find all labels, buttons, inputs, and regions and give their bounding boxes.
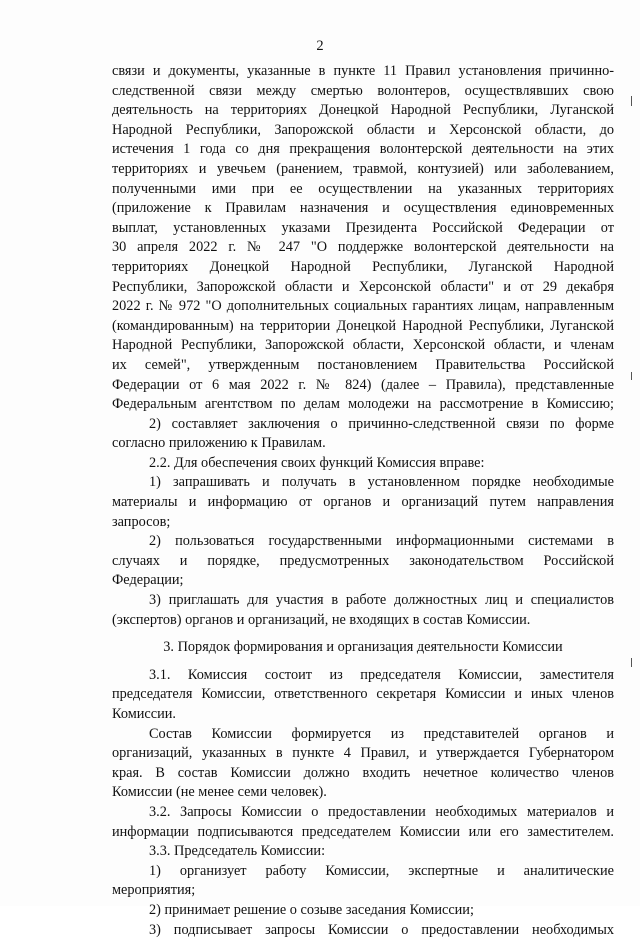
text-line: территориях и увечьем (ранением, травмой, контузией) или заболеванием, [112,160,614,177]
text-line: согласно приложению к Правилам. [112,435,326,452]
scan-artifact-mark [631,658,632,667]
text-line: председателя Комиссии, ответственного секретаря Комиссии и иных членов [112,686,614,703]
scan-artifact-mark [631,96,632,106]
text-line: Федеральным агентством по делам молодежи на рассмотрение в Комиссию; [112,396,614,413]
text-line: 1) организует работу Комиссии, экспертные и аналитические [149,862,614,879]
text-line: 3) подписывает запросы Комиссии о предоставлении необходимых [149,921,614,938]
text-line: (приложение к Правилам назначения и осуществления единовременных [112,200,614,217]
text-line: организаций, указанных в пункте 4 Правил, и утверждается Губернатором [112,745,614,762]
text-line: 30 апреля 2022 г. № 247 "О поддержке волонтерской деятельности на [112,239,614,256]
text-line: (командированным) на территории Донецкой Народной Республики, Луганской [112,317,614,334]
scan-artifact-mark [631,372,632,380]
text-line: следственной связи между смертью волонтеров, осуществлявших свою [112,82,614,99]
text-line: Народной Республики, Запорожской области и Херсонской области, до [112,121,614,138]
paragraph-gap [112,630,614,638]
text-line: Народной Республики, Запорожской области, Херсонской области, и членам [112,337,614,354]
text-line: материалы и информацию от органов и организаций путем направления [112,494,614,511]
text-line: Состав Комиссии формируется из представителей органов и [149,725,614,742]
text-line: связи и документы, указанные в пункте 11 Правил установления причинно- [112,63,614,79]
text-line: случаях и порядке, предусмотренных законодательством Российской [112,552,614,569]
text-line: истечения 1 года со дня прекращения волонтерской деятельности на этих [112,141,614,158]
text-line: Федерации; [112,572,184,589]
page-number: 2 [316,38,324,54]
text-line: деятельность на территориях Донецкой Народной Республики, Луганской [112,102,614,119]
text-line: (экспертов) органов и организаций, не входящих в состав Комиссии. [112,611,531,628]
text-line: мероприятия; [112,882,196,899]
text-line: края. В состав Комиссии должно входить нечетное количество членов [112,764,614,781]
text-line: полученными ими при ее осуществлении на указанных территориях [112,180,614,197]
text-line: территориях Донецкой Народной Республики, Луганской Народной [112,258,614,275]
section-heading: 3. Порядок формирования и организация деятельности Комиссии [163,639,563,656]
text-line: Комиссии. [112,706,176,722]
text-line: Комиссии (не менее семи человек). [112,784,327,801]
text-line: их семей", утвержденным постановлением Правительства Российской [112,356,614,373]
text-line: Федерации от 6 мая 2022 г. № 824) (далее – Правила), представленные [112,376,614,393]
text-line: 3.3. Председатель Комиссии: [149,843,326,860]
text-line: 2022 г. № 972 "О дополнительных социальных гарантиях лицам, направленным [112,298,614,315]
document-body [112,62,614,940]
text-line: информации подписываются председателем Комиссии или его заместителем. [112,823,614,840]
text-line: 3.2. Запросы Комиссии о предоставлении необходимых материалов и [149,803,614,820]
text-line: запросов; [112,513,171,530]
text-line: 1) запрашивать и получать в установленном порядке необходимые [149,474,614,491]
text-line: 3) приглашать для участия в работе должностных лиц и специалистов [149,592,614,609]
text-line: 2) составляет заключения о причинно-следственной связи по форме [149,415,614,432]
text-line: 2) принимает решение о созыве заседания Комиссии; [149,901,474,918]
paragraph-gap [112,658,614,666]
text-line: выплат, установленных указами Президента Российской Федерации от [112,219,614,236]
text-line: 3.1. Комиссия состоит из председателя Комиссии, заместителя [149,666,614,683]
text-line: 2) пользоваться государственными информационными системами в [149,533,614,550]
text-line: Республики, Запорожской области и Херсонской области" и от 29 декабря [112,278,614,295]
text-line: 2.2. Для обеспечения своих функций Комиссия вправе: [149,454,485,471]
